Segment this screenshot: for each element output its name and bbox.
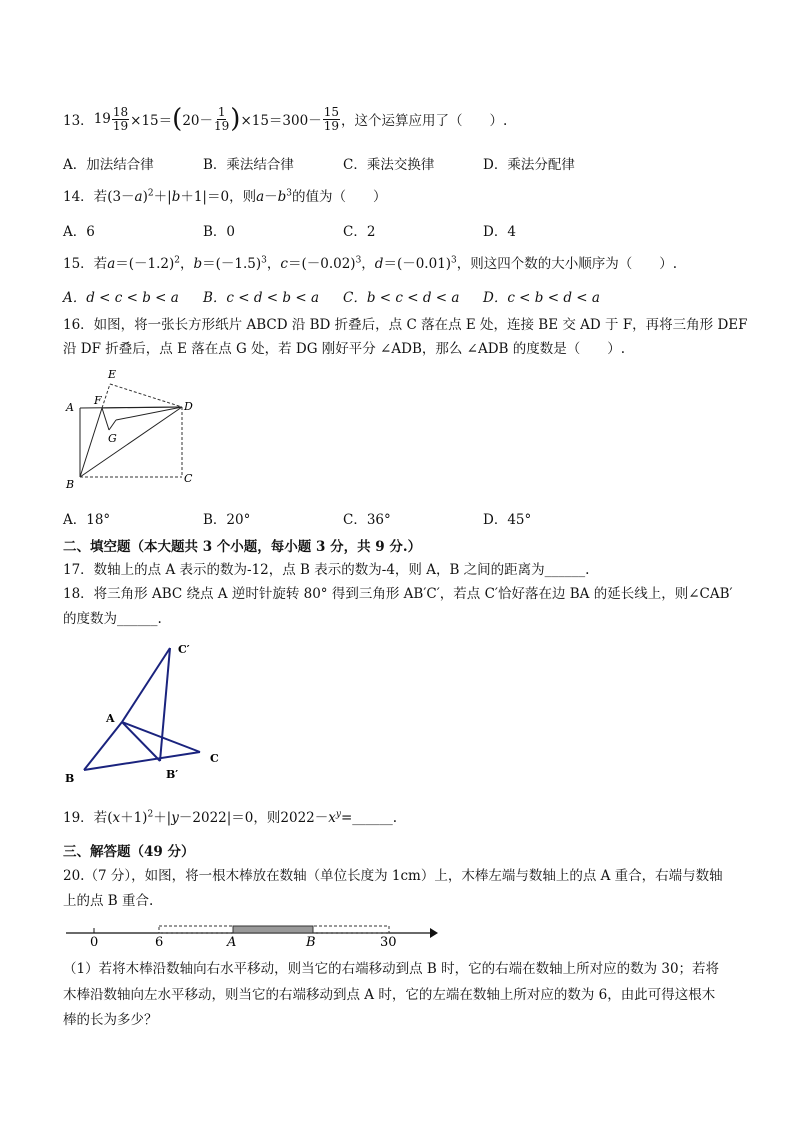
q18-line-c-prime-b-prime	[160, 648, 170, 761]
q13-option-c[interactable]: C．乘法交换律	[343, 157, 435, 173]
q16-label-f: F	[94, 394, 102, 407]
q15-expression: $a=(-1.2)^2$，$b=(-1.5)^3$，$c=(-0.02)^3$，$d=(-0.01)^3$	[107, 255, 457, 272]
q16-label-a: A	[66, 401, 74, 414]
q16-line-ed	[110, 384, 182, 407]
q20-sub1-line1: （1）若将木棒沿数轴向右水平移动，则当它的右端移动到点 B 时，它的右端在数轴上所对应的数为 30；若将	[63, 961, 720, 977]
q18-label-b-prime: B′	[166, 768, 179, 781]
q13-tail: ，这个运算应用了（ ）.	[340, 113, 508, 129]
q20-sub1-line2: 木棒沿数轴向左水平移动，则当它的右端移动到点 A 时，它的左端在数轴上所对应的数为 6，由此可得这根木	[63, 987, 716, 1003]
q18-label-c: C	[210, 752, 219, 765]
q16-option-d[interactable]: D．45°	[483, 512, 532, 528]
q16-label-b: B	[66, 478, 75, 491]
q16-label-e: E	[108, 368, 117, 381]
q16-line-gj	[109, 420, 116, 430]
q15-option-d[interactable]: D．c < b < d < a	[483, 290, 600, 306]
q16-line-fe	[102, 384, 110, 408]
q17-text: 17．数轴上的点 A 表示的数为-12，点 B 表示的数为-4，则 A，B 之间的距离为______.	[63, 562, 590, 578]
q13-option-a[interactable]: A．加法结合律	[63, 157, 154, 173]
q19-target: $2022-x^y$	[280, 809, 341, 826]
q15-stem	[63, 252, 677, 272]
q14-stem	[63, 185, 387, 205]
q16-label-d: D	[184, 400, 193, 413]
q16-option-c[interactable]: C．36°	[343, 512, 391, 528]
q18-line-ab-prime	[122, 722, 160, 761]
q20-label-30: 30	[380, 935, 397, 950]
q15-number: 15．若	[63, 256, 108, 272]
q14-option-b[interactable]: B．0	[203, 224, 236, 240]
q15-option-b[interactable]: B．c < d < b < a	[203, 290, 319, 306]
q20-stick	[233, 926, 313, 933]
q13-number: 13．	[63, 113, 94, 129]
q14-expression: $(3-a)^2+|b+1|=0$	[107, 188, 230, 205]
q19-tail: =______.	[340, 810, 398, 826]
q16-line2: 沿 DF 折叠后，点 E 落在点 G 处，若 DG 刚好平分 ∠ADB，那么 ∠ADB 的度数是（ ）.	[63, 341, 626, 357]
q18-line-ba	[84, 722, 122, 770]
q20-label-a: A	[227, 935, 237, 950]
q20-line1: 20.（7 分），如图，将一根木棒放在数轴（单位长度为 1cm）上，木棒左端与数轴上的点 A 重合，右端与数轴	[63, 868, 723, 884]
q20-axis-arrow	[430, 928, 438, 938]
q13-expression: 19 $\frac{18}{19}$ ×15＝ ( 20－ $\frac{1}{19}$ ) ×15＝300－ $\frac{15}{19}$	[93, 104, 339, 134]
q14-option-d[interactable]: D．4	[483, 224, 516, 240]
q20-label-6: 6	[155, 935, 164, 950]
q14-mid: ，则	[229, 189, 257, 205]
q13-stem	[63, 102, 507, 136]
q18-line-ac-prime	[122, 648, 170, 722]
q20-number-line	[62, 916, 442, 952]
q16-line-bf	[80, 408, 102, 477]
q13-option-b[interactable]: B．乘法结合律	[203, 157, 294, 173]
q16-line-fg	[102, 408, 109, 430]
q16-option-b[interactable]: B．20°	[203, 512, 251, 528]
q15-option-a[interactable]: A．d < c < b < a	[63, 290, 179, 306]
q19-mid: ，则	[253, 810, 281, 826]
q20-label-0: 0	[90, 935, 99, 950]
q14-option-c[interactable]: C．2	[343, 224, 376, 240]
q18-label-a: A	[106, 712, 115, 725]
q16-line-fd	[102, 407, 182, 408]
q20-sub1-line3: 棒的长为多少？	[63, 1012, 158, 1028]
q18-line2: 的度数为______.	[63, 611, 162, 627]
q20-line2: 上的点 B 重合.	[63, 893, 154, 909]
q16-line1: 16．如图，将一张长方形纸片 ABCD 沿 BD 折叠后，点 C 落在点 E 处，连接 BE 交 AD 于 F，再将三角形 DEF	[63, 317, 748, 333]
section3-title: 三、解答题（49 分）	[63, 844, 195, 860]
q16-option-a[interactable]: A．18°	[63, 512, 111, 528]
q14-target: $a-b^3$	[256, 188, 293, 205]
q19-stem	[63, 806, 397, 826]
q19-expression: $(x+1)^2+|y-2022|=0$	[107, 809, 254, 826]
q18-label-c-prime: C′	[178, 643, 190, 656]
q18-line-bc	[84, 752, 200, 770]
q18-figure	[62, 636, 232, 788]
section2-title: 二、填空题（本大题共 3 个小题，每小题 3 分，共 9 分.）	[63, 539, 422, 555]
q19-number: 19．若	[63, 810, 108, 826]
q16-label-c: C	[184, 472, 193, 485]
q14-option-a[interactable]: A．6	[63, 224, 95, 240]
q14-tail: 的值为（ ）	[292, 189, 387, 205]
q15-tail: ，则这四个数的大小顺序为（ ）.	[456, 256, 678, 272]
q16-label-g: G	[108, 432, 117, 445]
q18-label-b: B	[65, 772, 75, 785]
q20-label-b: B	[306, 935, 316, 950]
q14-number: 14．若	[63, 189, 108, 205]
q15-option-c[interactable]: C．b < c < d < a	[343, 290, 460, 306]
q18-line1: 18．将三角形 ABC 绕点 A 逆时针旋转 80° 得到三角形 AB′C′，若点 C′恰好落在边 BA 的延长线上，则∠CAB′	[63, 586, 733, 602]
q16-figure	[62, 364, 202, 494]
q13-option-d[interactable]: D．乘法分配律	[483, 157, 575, 173]
